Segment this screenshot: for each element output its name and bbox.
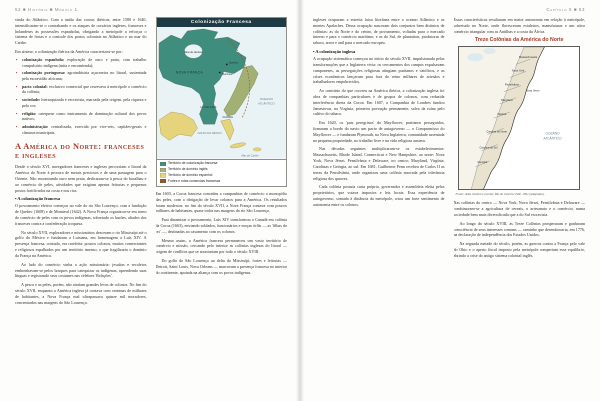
body-paragraph: Essas características resultaram em maior autonomia em relação à metrópole, sobretudo no Norte, onde floresceram estaleiros, manufaturas e um ativo comércio triangular com as Antilhas e a costa da África. xyxy=(453,17,585,34)
legend-swatch-routes xyxy=(160,179,166,183)
legend-swatch-english xyxy=(160,168,166,172)
legend-row xyxy=(160,179,284,183)
summary-bullet-list xyxy=(16,57,147,136)
right-page-header: Capítulo 5 ■ 53 xyxy=(546,7,585,12)
label-carolina-norte: Carolina do Norte xyxy=(486,130,508,134)
left-page-columns xyxy=(15,17,287,391)
label-luisiana: LUISIANA xyxy=(200,105,217,110)
bullet-lead: religião: xyxy=(22,110,37,116)
label-oceano-2: ATLÂNTICO xyxy=(257,101,275,106)
montreal-dot xyxy=(218,72,220,74)
label-carolina-sul: Carolina do Sul xyxy=(479,146,498,150)
body-paragraph: Cada colônia possuía carta própria, governador e assembleia eleita pelos proprietários, que votava impostos e leis locais. Essa experiência de autogoverno, somada à distância da metrópole, criou um forte sentimento de autonomia entre os colonos. xyxy=(313,184,445,207)
legend-swatch-spanish xyxy=(160,173,166,177)
legend-label: Território de colonização francesa xyxy=(168,161,218,166)
label-nova-franca: NOVA FRANÇA xyxy=(175,70,203,75)
body-paragraph: Nas décadas seguintes multiplicaram-se os estabelecimentos: Massachusetts, Rhode Island, Connecticut e New Hampshire, ao norte; Nova York, Nova Jérsei, Pensilvânia e Delaware, no centro; Maryland, Virgínia, Carolinas e Geórgia, ao sul. Em 1681, Guilherme Penn recebeu de Carlos II as terras da Pensilvânia, onde organizou uma colônia marcada pela tolerância religiosa dos quacres. xyxy=(313,146,445,181)
label-caribe: Mar do Caribe xyxy=(240,154,259,158)
label-nova-jersei: Nova Jérsei xyxy=(526,89,540,93)
bullet-text: agroindústria açucareira no litoral, sustentada pela escravidão africana; xyxy=(22,70,147,81)
body-paragraph: A pesca e as peles, porém, não atraíam grandes levas de colonos. No fim do século XVII, enquanto a América inglesa já contava com centenas de milhares de habitantes, a Nova França mal ultrapassava quinze mil moradores, concentrados nas margens do São Lourenço. xyxy=(15,282,147,305)
body-paragraph: Em 1603, a Coroa francesa concedeu a companhias de comércio o monopólio das peles, com a obrigação de levar colonos para a América. Os resultados foram modestos: no fim do século XVII, a Nova França contava com poucos milhares de habitantes, quase todos nas margens do rio São Lourenço. xyxy=(155,190,287,214)
body-paragraph: Para dinamizar o povoamento, Luís XIV transformou o Canadá em colônia da Coroa (1663), enviando soldados, funcionários e moças órfãs — as 'filhas do rei' —, destinadas ao casamento com os colonos. xyxy=(155,217,287,234)
bullet-text: exploração de ouro e prata, com trabalho compulsório indígena (mita e encomienda); xyxy=(22,56,147,68)
bullet-item xyxy=(16,111,147,122)
body-paragraph: vinda do Atlântico. Com a união das coroas ibéricas, entre 1580 e 1640, intensificaram-se o contrabando e os ataques de corsários ingleses, franceses e holandeses às possessões espanholas, obrigando a metrópole a reforçar o sistema de frotas e o controle dos portos coloniais no Atlântico e no mar do Caribe. xyxy=(15,17,147,46)
legend-label: Território de domínio inglês xyxy=(168,166,208,171)
body-paragraph: Ao contrário do que ocorreu na América ibérica, a colonização inglesa foi obra de companhias particulares e de grupos de colonos, com reduzida interferência direta da Coroa. Em 1607, a Companhia de Londres fundou Jamestown, na Virgínia, primeira povoação permanente, salva da ruína pelo cultivo do tabaco. xyxy=(313,88,445,117)
label-massachusetts: Massachusetts xyxy=(519,56,538,60)
legend-swatch-french xyxy=(160,162,166,166)
figure-french-colonization-map xyxy=(156,17,288,187)
legend-row xyxy=(160,173,284,177)
bullet-item xyxy=(16,97,147,108)
label-maryland: Maryland xyxy=(501,98,513,102)
label-nova-york: Nova York xyxy=(511,69,525,73)
right-column-2 xyxy=(454,17,586,391)
bullet-text: exclusivo comercial que reservava à metrópole o comércio da colônia; xyxy=(22,83,147,95)
label-map2-oceano-1: OCEANO xyxy=(545,131,560,136)
label-virginia: Virgínia xyxy=(497,113,507,117)
label-hudson-bay: Baía de Hudson xyxy=(183,51,203,55)
label-map2-oceano-2: ATLÂNTICO xyxy=(543,136,562,141)
bullet-lead: pacto colonial: xyxy=(22,83,48,89)
body-paragraph: Do golfo do São Lourenço ao delta do Mississípi, fortes e feitorias — Detroit, Saint Louis, Nova Orleans — marcavam a presença francesa no interior do continente, apoiada na aliança com os povos indígenas. xyxy=(155,258,287,275)
right-column-1 xyxy=(313,17,445,391)
label-quebec: Quebec xyxy=(228,61,238,65)
body-paragraph: O povoamento efetivo começou no vale do rio São Lourenço, com a fundação de Quebec (1608) e de Montreal (1642). A Nova França organizou-se em torno do comércio de peles com os povos indígenas, sobretudo os hurões, aliados dos franceses contra a confederação iroquesa. xyxy=(15,203,147,226)
section-heading: A América do Norte: franceses e ingleses xyxy=(15,141,145,160)
legend-label: Território de domínio espanhol xyxy=(168,172,213,177)
label-florida: FLÓRIDA xyxy=(222,116,233,120)
body-paragraph: Ao lado do comércio vinha a ação missionária: jesuítas e recoletos embrenhavam-se pelos bosques para catequizar os indígenas, aprendendo suas línguas e registrando seus costumes nas célebres 'Relações'. xyxy=(15,261,147,279)
left-column-2 xyxy=(156,17,288,391)
body-paragraph: Em 1620, os 'pais peregrinos' do Mayflower, puritanos perseguidos, firmaram a bordo do navio um pacto de autogoverno — o Compromisso do Mayflower — e fundaram Plymouth, na Nova Inglaterra, comunidade assentada na pequena propriedade, no trabalho livre e na vida religiosa austera. xyxy=(313,120,445,143)
body-paragraph: Ao longo do século XVIII, as Treze Colônias prosperaram e ganharam consciência de seus interesses comuns — caminho que desembocaria, em 1776, na declaração de independência dos Estados Unidos. xyxy=(453,220,585,238)
right-page xyxy=(300,0,600,401)
figure-thirteen-colonies xyxy=(454,37,586,196)
bullet-item xyxy=(16,70,147,81)
body-paragraph: Nas colônias do centro — Nova York, Nova Jérsei, Pensilvânia e Delaware — combinavam-se a agricultura de cereais, o artesanato e o comércio, numa sociedade bem mais diversificada que a do Sul escravista. xyxy=(453,200,585,217)
bullet-text: hierarquizada e escravista, marcada pela origem, pela riqueza e pela cor; xyxy=(22,97,147,108)
french-map-svg xyxy=(157,27,287,159)
map-legend xyxy=(157,159,287,186)
label-pensilvania: Pensilvânia xyxy=(505,83,520,87)
great-lake xyxy=(484,48,496,54)
left-page-header: 52 ■ História ■ Módulo 1 xyxy=(15,7,78,12)
thirteen-colonies-title: Treze Colônias da América do Norte xyxy=(474,37,564,44)
label-oceano-1: OCEANO xyxy=(259,97,273,102)
body-paragraph: Desde o século XVI, navegadores franceses e ingleses percorriam o litoral da América do Norte à procura de metais preciosos e de uma passagem para o Oriente. Não encontrando ouro nem prata, dedicaram-se à pesca do bacalhau e ao comércio de peles, atividades que exigiam apenas feitorias e pequenos postos fortificados na costa e nos rios. xyxy=(15,164,147,193)
bullet-lead: colonização portuguesa: xyxy=(22,70,66,76)
bullet-text: centralizada, exercida por vice-reis, capitães-gerais e câmaras municipais. xyxy=(22,124,147,135)
label-golfo-mexico: GOLFO DO MÉXICO xyxy=(197,132,222,136)
bullet-item xyxy=(16,124,147,135)
figure-caption: Fonte: Atlas histórico escolar. Rio de Janeiro: FAE, 1991 (adaptado). xyxy=(455,192,545,197)
label-montreal: Montreal xyxy=(221,73,232,77)
body-paragraph: Mesmo assim, a América francesa permaneceu um vasto território de comércio e missão, cercando pelo interior as colônias inglesas do litoral — origem de conflitos que se arrastariam por todo o século XVIII. xyxy=(155,237,287,255)
bullet-item xyxy=(16,84,147,95)
bullet-text: catequese como instrumento de dominação cultural dos povos nativos; xyxy=(22,110,147,122)
great-lake xyxy=(467,53,483,61)
thirteen-colonies-svg xyxy=(459,47,579,189)
bullet-lead: administração: xyxy=(22,124,49,130)
hispaniola-island xyxy=(253,148,261,151)
legend-row xyxy=(160,162,284,166)
body-paragraph: No século XVII, exploradores e missionários desceram o rio Mississípi até o golfo do México e fundaram a Luisiana, em homenagem a Luís XIV. A presença francesa, contudo, era rarefeita: poucos colonos, muitos comerciantes e religiosos espalhados por um território imenso, o que fragilizaria o domínio da França na América. xyxy=(15,229,147,258)
body-paragraph: Na segunda metade do século, porém, as guerras contra a França pelo vale do Ohio e o aperto fiscal imposto pela metrópole romperiam esse equilíbrio, abrindo a crise do antigo sistema colonial inglês. xyxy=(453,241,585,258)
map-title-bar: Colonização Francesa xyxy=(157,18,287,27)
body-paragraph: ingleses ocuparam a estreita faixa litorânea entre o oceano Atlântico e os montes Apalaches. Dessa ocupação nasceram dois conjuntos bem distintos de colônias: as do Norte e do centro, de povoamento, voltadas para o mercado interno e para o comércio marítimo; e as do Sul, de plantation, produtoras de tabaco, arroz e anil para o mercado europeu. xyxy=(313,17,445,46)
bullet-lead: colonização espanhola: xyxy=(22,56,65,62)
thirteen-colonies-box xyxy=(458,46,580,190)
bullet-lead: sociedade: xyxy=(22,97,41,103)
bullet-item xyxy=(16,57,147,68)
summary-lead: Em síntese, a colonização ibérica da América caracterizou-se por: xyxy=(15,49,123,55)
left-column-1 xyxy=(15,17,147,391)
legend-row xyxy=(160,168,284,172)
subsection-heading-french: • A colonização francesa xyxy=(15,196,61,202)
body-paragraph: A ocupação sistemática começou no início do século XVII, impulsionada pelas transformações que a Inglaterra vivia: os cercamentos dos campos expulsavam camponeses, as perseguições religiosas atingiam puritanos e católicos, e as crises econômicas lançavam para fora do reino milhares de artesãos e trabalhadores empobrecidos. xyxy=(313,56,445,85)
right-page-columns xyxy=(313,17,585,391)
quebec-dot xyxy=(225,64,227,66)
label-georgia: Geórgia xyxy=(477,160,488,164)
subsection-heading-english: • A colonização inglesa xyxy=(313,49,356,55)
legend-label: Fortes e rotas comerciais francesas xyxy=(168,178,221,183)
